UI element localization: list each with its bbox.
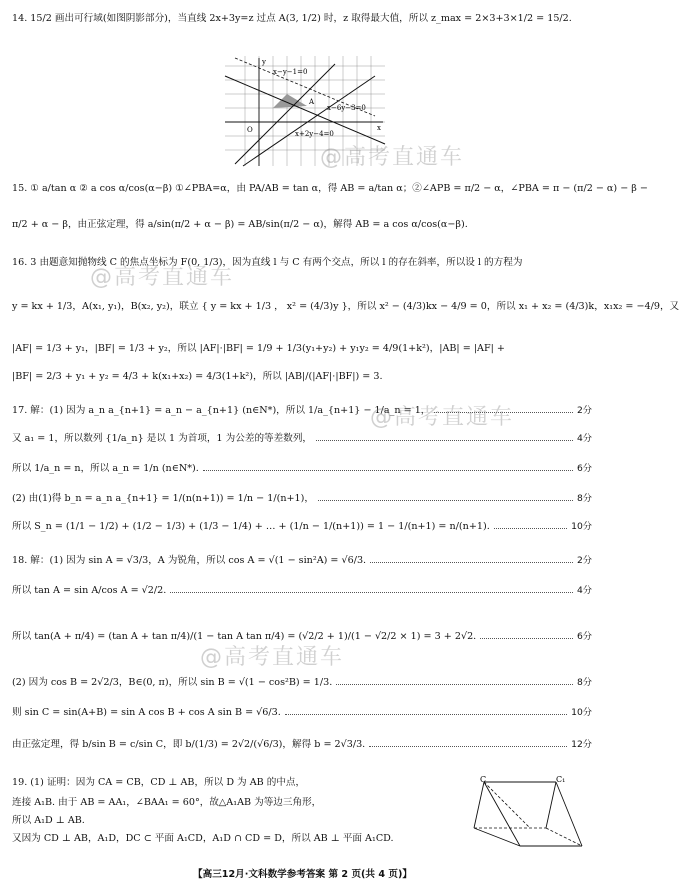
q17-step4 — [12, 492, 592, 505]
q18-step6-text: 由正弦定理，得 b/sin B = c/sin C，即 b/(1/3) = 2√2/(√6/3)，解得 b = 2√3/3. — [12, 739, 366, 750]
q19-line4: 又因为 CD ⊥ AB，A₁D，DC ⊂ 平面 A₁CD，A₁D ∩ CD = D，所以 AB ⊥ 平面 A₁CD. — [12, 833, 394, 844]
watermark-2: @高考直通车 — [90, 265, 235, 290]
q18-step6 — [12, 738, 592, 751]
label-line1: x−y−1=0 — [273, 68, 308, 76]
label-y: y — [262, 58, 266, 66]
q15-line2: π/2 + α − β，由正弦定理，得 a/sin(π/2 + α − β) = AB/sin(π/2 − α)，解得 AB = a cos α/cos(α−β). — [12, 219, 468, 230]
q18-step2 — [12, 584, 592, 597]
q18-step4-points: 8分 — [576, 677, 592, 688]
q17-step1-points: 2分 — [576, 405, 592, 416]
q16-line3: |AF| = 1/3 + y₁，|BF| = 1/3 + y₂，所以 |AF|·|BF| = 1/9 + 1/3(y₁+y₂) + y₁y₂ = 4/9(1+k²)，|AB| = |AF| + — [12, 343, 505, 354]
q18-step5-text: 则 sin C = sin(A+B) = sin A cos B + cos A sin B = √6/3. — [12, 707, 281, 718]
q17-step2-text: 又 a₁ = 1，所以数列 {1/a_n} 是以 1 为首项，1 为公差的等差数列， — [12, 433, 313, 444]
q17-step4-text: (2) 由(1)得 b_n = a_n a_{n+1} = 1/(n(n+1)) = 1/n − 1/(n+1)， — [12, 493, 314, 504]
q18-step2-points: 4分 — [576, 585, 592, 596]
q18-step3-points: 6分 — [576, 631, 592, 642]
q19-line3: 所以 A₁D ⊥ AB. — [12, 815, 85, 826]
q18-step1-text: 18. 解：(1) 因为 sin A = √3/3，A 为锐角，所以 cos A = √(1 − sin²A) = √6/3. — [12, 555, 367, 566]
q18-step3-text: 所以 tan(A + π/4) = (tan A + tan π/4)/(1 − tan A tan π/4) = (√2/2 + 1)/(1 − √2/2 × 1) = 3 + 2√2. — [12, 631, 477, 642]
q18-step4-text: (2) 因为 cos B = 2√2/3，B∈(0, π)，所以 sin B = √(1 − cos²B) = 1/3. — [12, 677, 333, 688]
q17-step5-points: 10分 — [571, 521, 592, 532]
q18-step5-points: 10分 — [571, 707, 592, 718]
q19-line1: 19. (1) 证明：因为 CA = CB，CD ⊥ AB，所以 D 为 AB 的中点， — [12, 777, 306, 788]
label-O: O — [247, 126, 253, 134]
watermark-3: @高考直通车 — [370, 405, 515, 430]
label-C: C — [480, 775, 487, 784]
q17-step4-points: 8分 — [576, 493, 592, 504]
prism-figure — [470, 776, 590, 862]
q17-step3 — [12, 462, 592, 475]
q18-step1-points: 2分 — [576, 555, 592, 566]
label-C1: C₁ — [556, 775, 566, 784]
q17-step1-text: 17. 解：(1) 因为 a_n a_{n+1} = a_n − a_{n+1} (n∈N*)，所以 1/a_{n+1} − 1/a_n = 1， — [12, 405, 431, 416]
q17-step5 — [12, 520, 592, 533]
q19-line2: 连接 A₁B. 由于 AB = AA₁，∠BAA₁ = 60°，故△A₁AB 为等边三角形， — [12, 797, 322, 808]
label-A: A — [309, 98, 315, 106]
q16-line2: y = kx + 1/3，A(x₁, y₁)，B(x₂, y₂)，联立 { y = kx + 1/3 ， x² = (4/3)y }，所以 x² − (4/3)kx − 4/9 = 0，所以 x₁ + x₂ = (4/3)k，x₁x₂ = −4/9，又 — [12, 301, 679, 312]
q18-step2-text: 所以 tan A = sin A/cos A = √2/2. — [12, 585, 167, 596]
q18-step4 — [12, 676, 592, 689]
q17-step3-points: 6分 — [576, 463, 592, 474]
watermark-4: @高考直通车 — [200, 645, 345, 670]
q17-step3-text: 所以 1/a_n = n，所以 a_n = 1/n (n∈N*). — [12, 463, 199, 474]
q16-line1: 16. 3 由题意知抛物线 C 的焦点坐标为 F(0, 1/3)，因为直线 l 与 C 有两个交点，所以 l 的存在斜率，所以设 l 的方程为 — [12, 257, 523, 268]
shaded-region — [273, 94, 307, 108]
q17-step2 — [12, 432, 592, 445]
watermark-1: @高考直通车 — [320, 145, 465, 170]
q18-step6-points: 12分 — [571, 739, 592, 750]
q17-step2-points: 4分 — [576, 433, 592, 444]
q18-step1 — [12, 554, 592, 567]
page-footer: 【高三12月·文科数学参考答案 第 2 页(共 4 页)】 — [193, 869, 412, 880]
q15-line1: 15. ① a/tan α ② a cos α/cos(α−β) ①∠PBA=α，由 PA/AB = tan α，得 AB = a/tan α；②∠APB = π/2 − α，∠PBA = π − (π/2 − α) − β − — [12, 183, 648, 194]
label-x: x — [377, 124, 381, 132]
q16-line4: |BF| = 2/3 + y₁ + y₂ = 4/3 + k(x₁+x₂) = 4/3(1+k²)，所以 |AB|/(|AF|·|BF|) = 3. — [12, 371, 383, 382]
q17-step5-text: 所以 S_n = (1/1 − 1/2) + (1/2 − 1/3) + (1/3 − 1/4) + … + (1/n − 1/(n+1)) = 1 − 1/(n+1) = n/(n+1). — [12, 521, 490, 532]
q14-text: 14. 15/2 画出可行域(如图阴影部分)，当直线 2x+3y=z 过点 A(3, 1/2) 时，z 取得最大值，所以 z_max = 2×3+3×1/2 = 15/2. — [12, 13, 572, 24]
q18-step5 — [12, 706, 592, 719]
label-line2: x−6y−3=0 — [327, 104, 366, 112]
label-line3: x+2y−4=0 — [295, 130, 334, 138]
